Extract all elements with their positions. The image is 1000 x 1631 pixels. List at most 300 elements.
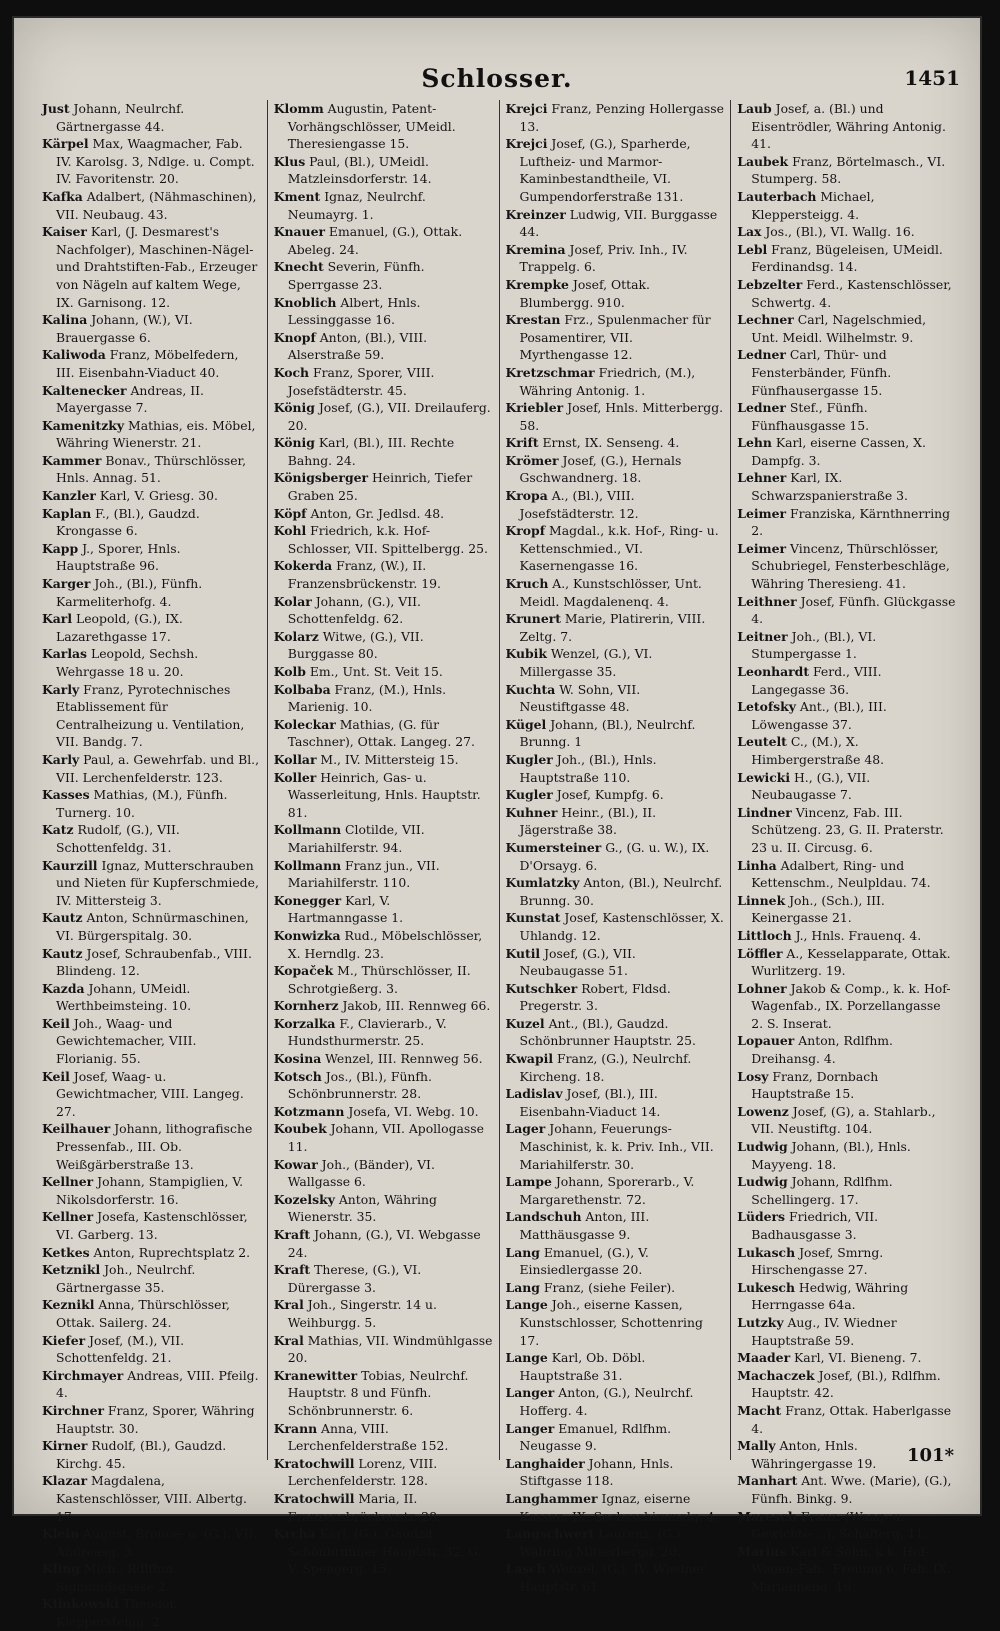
entry-details: Franz, (W.), II. Franzensbrückenstr. 19. [287,558,441,592]
entry-name: Kwapil [505,1051,554,1067]
directory-entry [506,241,725,276]
directory-entry [506,1349,725,1384]
entry-details: Franz, Pyrotechnisches Etablissement für Centralheizung u. Ventilation, VII. Bandg. 7. [56,681,245,750]
entry-details: Karl, (Bl.), III. Rechte Bahng. 24. [287,435,455,468]
entry-name: Kutschker [505,980,578,996]
entry-details: Joh., (Bänder), VI. Wallgasse 6. [287,1156,435,1190]
entry-details: Joh., eiserne Kassen, Kunstschlosser, Schottenring 17. [519,1297,703,1348]
directory-entry [506,945,725,980]
entry-name: Karl [42,611,73,627]
entry-name: Keil [42,1015,70,1031]
entry-name: Langer [505,1385,555,1401]
entry-name: Kolarz [273,628,319,644]
entry-name: Kosina [273,1051,322,1067]
directory-entry [737,311,956,346]
directory-entry [42,909,261,944]
directory-entry [274,399,493,434]
entry-details: Anton, (Bl.), VIII. Alserstraße 59. [287,329,428,363]
entry-name: Leonhardt [737,664,810,679]
entry-details: Mathias, VII. Windmühlgasse 20. [287,1332,493,1366]
directory-entry [274,505,493,523]
directory-entry [737,698,956,733]
directory-entry [42,857,261,910]
entry-details: Ignaz, eiserne Kassen, IX. Sechsschimmelg. 4. [519,1490,719,1524]
entry-details: Adalbert, Ring- und Kettenschm., Neulpldau. 74. [751,857,931,891]
entry-details: Anton, Hnls. Währingergasse 19. [751,1438,877,1471]
entry-details: Ant. Wwe. (Marie), (G.), Fünfh. Binkg. 9. [751,1473,952,1506]
entry-name: Krejci [505,101,548,116]
entry-name: Kropa [505,488,548,504]
entry-name: Kokerda [273,558,333,574]
directory-entry [506,1560,725,1595]
entry-details: Ludwig, VII. Burggasse 44. [519,206,718,240]
directory-entry [506,1173,725,1208]
directory-page [14,18,980,1630]
directory-entry [737,927,956,945]
entry-name: Lampe [505,1174,552,1190]
directory-entry [274,1490,493,1525]
directory-entry [42,1437,261,1472]
directory-entry [506,206,725,241]
entry-name: Kautz [42,910,83,926]
entry-details: Lorenz, VIII. Lerchenfelderstr. 128. [287,1455,438,1489]
entry-name: Kraft [273,1262,311,1278]
directory-entry [42,821,261,856]
entry-name: Ketkes [42,1244,90,1260]
entry-name: Kügel [505,716,547,732]
page-header [14,64,980,104]
entry-name: Maader [737,1350,791,1366]
directory-entry [506,487,725,522]
entry-name: Konegger [273,892,342,908]
entry-name: Kohl [273,523,307,539]
entry-name: Kalina [42,312,88,328]
entry-details: Josef, Smrng. Hirschengasse 27. [751,1244,884,1278]
directory-entry [274,1120,493,1155]
entry-name: Krömer [505,452,559,468]
entry-name: Kornherz [273,998,339,1014]
entry-details: Leopold, (G.), IX. Lazarethgasse 17. [56,611,183,644]
directory-entry [506,1384,725,1419]
entry-details: Aug., IV. Wiedner Hauptstraße 59. [751,1314,897,1348]
directory-entry [274,1156,493,1191]
entry-details: Josef, (G.), VII. Neubaugasse 51. [519,945,636,979]
directory-entry [506,452,725,487]
entry-name: Manhart [737,1473,798,1489]
entry-details: Johann, VII. Apollogasse 11. [287,1121,484,1155]
entry-name: Losy [737,1068,769,1084]
directory-entry [42,100,261,135]
entry-details: Karl, eiserne Cassen, X. Dampfg. 3. [751,435,926,468]
directory-entry [274,434,493,469]
directory-entry [42,188,261,223]
entry-details: Max, Waagmacher, Fab. IV. Karolsg. 3, Ndlge. u. Compt. IV. Favoritenstr. 20. [56,136,255,187]
entry-details: Andreas, II. Mayergasse 7. [56,382,204,416]
entry-name: Kowar [273,1156,318,1172]
entry-details: Franz, (M.), Hnls. Marienig. 10. [287,681,447,715]
entry-name: Karly [42,751,80,767]
directory-entry [42,1525,261,1560]
directory-entry [274,329,493,364]
entry-details: Tobias, Neulrchf. Hauptstr. 8 und Fünfh. Schönbrunnerstr. 6. [287,1367,469,1418]
entry-details: Wenzel, III. Rennweg 56. [321,1051,483,1067]
entry-details: Heinr., (Bl.), II. Jägerstraße 38. [519,804,657,838]
entry-name: Keil [42,1068,70,1084]
entry-name: Koller [273,769,317,785]
directory-entry [737,1138,956,1173]
entry-name: Langer [505,1420,555,1436]
entry-name: Langhammer [505,1490,598,1506]
directory-entry [506,434,725,452]
entry-name: Leimer [737,505,787,521]
directory-entry [737,892,956,927]
directory-entry [42,1402,261,1437]
entry-details: Clotilde, VII. Mariahilferstr. 94. [287,822,425,855]
entry-details: Ferd., VIII. Langegasse 36. [751,664,882,697]
directory-entry [737,188,956,223]
entry-details: Emanuel, (G.), V. Einsiedlergasse 20. [519,1244,649,1278]
entry-name: Kling [42,1561,80,1577]
entry-details: Karl, (J. Desmarest's Nachfolger), Maschinen-Nägel- und Drahtstiften-Fab., Erzeuger von Nägeln auf kaltem Wege, IX. Garnisong. 12. [56,224,258,310]
entry-name: Kment [273,188,321,204]
entry-name: Lager [505,1121,546,1137]
entry-details: Josef, (G.), VII. Dreilauferg. 20. [287,400,491,433]
entry-name: Knoblich [273,294,337,310]
entry-name: Ladislav [505,1086,563,1102]
directory-entry [506,575,725,610]
entry-details: Stef., Fünfh. Fünfhausgasse 15. [751,400,870,433]
entry-details: Emanuel, (G.), Ottak. Abeleg. 24. [287,224,463,257]
entry-name: Kautz [42,945,83,961]
entry-details: Adalbert, (Nähmaschinen), VII. Neubaug. 43. [56,188,257,222]
directory-entry [274,522,493,557]
entry-name: Knecht [273,259,324,275]
entry-details: Mathias, (M.), Fünfh. Turnerg. 10. [56,787,228,820]
entry-name: Kotsch [273,1068,322,1084]
entry-name: Kollmann [273,822,342,838]
entry-details: Josefa, VI. Webg. 10. [344,1103,479,1119]
entry-details: Joh., Singerstr. 14 u. Weihburgg. 5. [287,1297,437,1330]
entry-details: Franz, Möbelfedern, III. Eisenbahn-Viaduct 40. [56,347,239,380]
entry-details: Anton, III. Matthäusgasse 9. [519,1209,650,1242]
entry-details: Franz, Sporer, Währing Hauptstr. 30. [56,1402,255,1436]
directory-entry [506,100,725,135]
directory-entry [506,135,725,205]
entry-details: J., Hnls. Frauenq. 4. [791,927,922,943]
directory-entry [42,311,261,346]
entry-name: Langschwert [505,1526,595,1542]
entry-name: König [273,435,315,451]
directory-entry [42,1261,261,1296]
entry-name: Krestan [505,312,561,328]
entry-name: Kaltenecker [42,382,127,398]
entry-name: Kapp [42,540,79,556]
entry-details: Em., Unt. St. Veit 15. [305,664,443,679]
entry-name: Linnek [737,892,786,908]
directory-entry [42,645,261,680]
directory-entry [506,1296,725,1349]
directory-entry [506,364,725,399]
entry-name: Karlas [42,646,88,662]
entry-details: Franz, Penzing Hollergasse 13. [519,101,724,134]
directory-entry [274,469,493,504]
entry-details: Johann, (G.), VI. Webgasse 24. [287,1227,481,1260]
entry-details: Severin, Fünfh. Sperrgasse 23. [287,259,425,292]
entry-details: Ernst, IX. Senseng. 4. [538,435,680,451]
entry-name: Leithner [737,593,797,609]
entry-details: Jakob, III. Rennweg 66. [338,998,491,1014]
entry-name: Kugler [505,787,553,803]
directory-entry [506,716,725,751]
entry-details: Johann, Rdlfhm. Schellingerg. 17. [751,1174,893,1207]
directory-entry [737,399,956,434]
directory-entry [506,980,725,1015]
directory-entry [42,1173,261,1208]
entry-name: Ludwig [737,1174,788,1190]
entry-details: Josef, Kastenschlösser, X. Uhlandg. 12. [519,910,724,943]
directory-entry [274,1261,493,1296]
entry-details: Joh., Neulrchf. Gärtnergasse 35. [56,1262,196,1295]
directory-entry [42,135,261,188]
entry-details: Leopold, Sechsh. Wehrgasse 18 u. 20. [56,646,199,679]
entry-details: Jakob & Comp., k. k. Hof-Wagenfab., IX. Porzellangasse 2. S. Inserat. [751,980,951,1031]
directory-entry [737,1402,956,1437]
directory-entry [737,1279,956,1314]
entry-details: Johann, (W.), VI. Brauergasse 6. [56,312,193,345]
entry-details: Johann, Feuerungs-Maschinist, k. k. Priv. Inh., VII. Mariahilferstr. 30. [519,1121,714,1172]
entry-details: Friedrich, k.k. Hof-Schlosser, VII. Spittelbergg. 25. [287,523,488,556]
directory-entry [274,364,493,399]
entry-name: Kral [273,1297,304,1313]
entry-name: Lohner [737,980,787,996]
entry-name: Littloch [737,927,792,943]
directory-entry [506,909,725,944]
directory-entry [274,1296,493,1331]
directory-entry [506,1525,725,1560]
directory-entry [274,716,493,751]
entry-name: Macht [737,1402,782,1418]
entry-details: Mathias, eis. Möbel, Währing Wienerstr. 21. [56,417,256,451]
entry-details: August, Bronce- u. (G.), VII. Andreasg. 3. [56,1526,258,1559]
directory-entry [274,997,493,1015]
entry-name: Kunstat [505,910,561,926]
directory-entry [506,804,725,839]
entry-name: Kamenitzky [42,417,125,433]
directory-entry [737,1032,956,1067]
entry-details: Karl, V. Griesg. 30. [95,488,218,504]
directory-entry [737,733,956,768]
entry-details: Johann, lithografische Pressenfab., III. Ob. Weißgärberstraße 13. [56,1121,253,1172]
entry-details: Josef, (G.), Sparherde, Luftheiz- und Marmor-Kaminbestandtheile, VI. Gumpendorferstraße 131. [519,136,691,204]
entry-name: Lasch [505,1561,546,1577]
entry-details: Josef, Waag- u. Gewichtmacher, VIII. Langeg. 27. [56,1068,244,1119]
directory-entry [42,1244,261,1262]
entry-name: Knopf [273,329,316,345]
directory-entry [737,1543,956,1596]
directory-entry [737,1103,956,1138]
directory-entry [506,1050,725,1085]
entry-details: Heinrich, Gas- u. Wasserleitung, Hnls. Hauptstr. 81. [287,769,481,820]
entry-details: Josef, Kumpfg. 6. [552,787,664,803]
directory-entry [42,1472,261,1525]
entry-details: Karl, V. Hartmanngasse 1. [287,892,404,926]
directory-entry [274,1191,493,1226]
entry-name: Kreinzer [505,206,566,222]
directory-entry [274,557,493,592]
entry-details: Josef, Priv. Inh., IV. Trappelg. 6. [519,241,688,275]
entry-name: Leitner [737,628,788,644]
entry-name: Lebzelter [737,276,803,292]
directory-entry [274,769,493,822]
entry-name: Klazar [42,1473,88,1489]
entry-name: Kutil [505,945,541,961]
directory-entry [506,786,725,804]
entry-name: Kropf [505,523,546,539]
entry-name: Lax [737,224,762,240]
directory-entry [274,1103,493,1121]
entry-details: Josef, (M.), VII. Schottenfeldg. 21. [56,1332,185,1366]
entry-name: Karger [42,576,91,592]
entry-details: Wenzel, (G.), VI. Millergasse 35. [519,646,653,679]
directory-entry [737,980,956,1033]
entry-name: Kollar [273,751,317,767]
entry-details: C., (M.), X. Himbergerstraße 48. [751,734,885,767]
entry-details: Rudolf, (G.), VII. Schottenfeldg. 31. [56,822,180,855]
directory-entry [274,223,493,258]
entry-details: Joh., (Bl.), Fünfh. Karmeliterhofg. 4. [56,576,203,609]
entry-details: Rud., Möbelschlösser, X. Herndlg. 23. [287,927,483,961]
directory-entry [737,1173,956,1208]
directory-entry [274,892,493,927]
entry-name: Koleckar [273,716,336,732]
directory-entry [42,1296,261,1331]
entry-details: Josef, (Bl.), Rdlfhm. Hauptstr. 42. [751,1367,941,1401]
directory-entry [737,628,956,663]
entry-name: Kiefer [42,1332,86,1348]
directory-entry [42,346,261,381]
entry-details: Josef, (G), a. Stahlarb., VII. Neustiftg. 104. [751,1103,936,1137]
entry-details: Emanuel, Rdlfhm. Neugasse 9. [519,1420,672,1454]
directory-entry [737,434,956,469]
entry-details: Jos., (Bl.), VI. Wallg. 16. [761,224,915,240]
directory-entry [506,751,725,786]
entry-details: M., Thürschlösser, II. Schrotgießerg. 3. [287,963,471,996]
entry-details: Magdal., k.k. Hof-, Ring- u. Kettenschmied., VI. Kasernengasse 16. [519,523,719,574]
entry-name: Kaliwoda [42,347,106,363]
entry-details: Joh., (Bl.), VI. Stumpergasse 1. [751,628,877,662]
entry-name: Kaurzill [42,857,98,873]
directory-entry [737,945,956,980]
entry-name: Lüders [737,1209,786,1225]
directory-entry [506,1244,725,1279]
entry-name: Koch [273,364,310,380]
entry-details: Franz, (G.), Neulrchf. Kircheng. 18. [519,1051,692,1084]
entry-details: H., (G.), VII. Neubaugasse 7. [751,769,871,803]
entry-name: Kanzler [42,488,96,504]
directory-entry [42,681,261,751]
directory-entry [274,821,493,856]
entry-name: Kasses [42,787,90,803]
section-title: Schlosser. [421,64,573,93]
entry-name: Lang [505,1244,540,1260]
directory-entry [274,857,493,892]
entry-name: Lauterbach [737,188,817,204]
directory-entry [274,188,493,223]
entry-details: Franz, Ottak. Haberlgasse 4. [751,1402,952,1436]
entry-details: Ferd., Kastenschlösser, Schwertg. 4. [751,276,952,310]
directory-entry [737,540,956,593]
directory-entry [737,100,956,153]
directory-entry [506,610,725,645]
entry-name: Krift [505,435,539,451]
directory-entry [42,945,261,980]
directory-entry [274,663,493,681]
directory-entry [506,645,725,680]
entry-details: Johann, UMeidl. Werthbeimsteing. 10. [56,980,192,1014]
directory-entry [737,1508,956,1543]
entry-name: Klomm [273,101,324,116]
entry-details: Johann, (Bl.), Neulrchf. Brunng. 1 [519,716,696,750]
directory-entry [506,311,725,364]
directory-entry [737,1349,956,1367]
entry-details: Anton, Rdlfhm. Dreihansg. 4. [751,1033,893,1067]
entry-details: Johann, Neulrchf. Gärtnergasse 44. [56,101,185,134]
directory-entry [506,276,725,311]
entry-name: Leimer [737,540,787,556]
entry-name: Kraft [273,1227,311,1242]
entry-name: Kirchmayer [42,1367,124,1383]
entry-details: Josef, Fünfh. Glückgasse 4. [751,593,956,627]
entry-details: Anton, (G.), Neulrchf. Hofferg. 4. [519,1385,694,1418]
entry-details: Mich., Rdlfhm. Sigmundsgasse 2. [56,1561,177,1594]
entry-name: Kärpel [42,136,89,152]
entry-name: Just [42,101,70,116]
entry-details: Josef, (G.), Hernals Gschwandnerg. 18. [519,452,682,486]
entry-details: Anton, (Bl.), Neulrchf. Brunng. 30. [519,875,723,908]
entry-name: Klinkowski [42,1596,119,1612]
entry-name: Lange [505,1297,548,1313]
directory-entry [274,628,493,663]
directory-entry [737,276,956,311]
column-2 [268,100,500,1577]
entry-details: J., Sporer, Hnls. Hauptstraße 96. [56,540,181,574]
directory-entry [42,751,261,786]
entry-details: Vincenz, Fab. III. Schützeng. 23, G. II. Praterstr. 23 u. II. Circusg. 6. [751,804,944,855]
directory-entry [42,1560,261,1595]
entry-details: Friedrich, (M.), Währing Antonig. 1. [519,364,696,398]
entry-name: Lehner [737,470,787,486]
directory-entry [274,258,493,293]
directory-entry [506,839,725,874]
directory-entry [42,1367,261,1402]
entry-name: Kopaček [273,963,334,979]
directory-entry [274,294,493,329]
entry-name: Lechner [737,312,794,328]
directory-entry [506,399,725,434]
entry-name: Laub [737,101,772,116]
entry-name: Krcha [273,1526,316,1542]
entry-name: Lutzky [737,1314,784,1330]
entry-name: Kaplan [42,505,92,521]
entry-name: Leutelt [737,734,787,750]
entry-name: Ledner [737,347,786,363]
entry-name: Ludwig [737,1139,788,1155]
entry-name: Machaczek [737,1367,815,1383]
directory-entry [274,1050,493,1068]
entry-details: Joh., (Bl.), Hnls. Hauptstraße 110. [519,751,657,785]
entry-details: Franz jun., VII. Mariahilferstr. 110. [287,857,440,891]
entry-details: Rudolf, (Bl.), Gaudzd. Kirchg. 45. [56,1438,227,1471]
